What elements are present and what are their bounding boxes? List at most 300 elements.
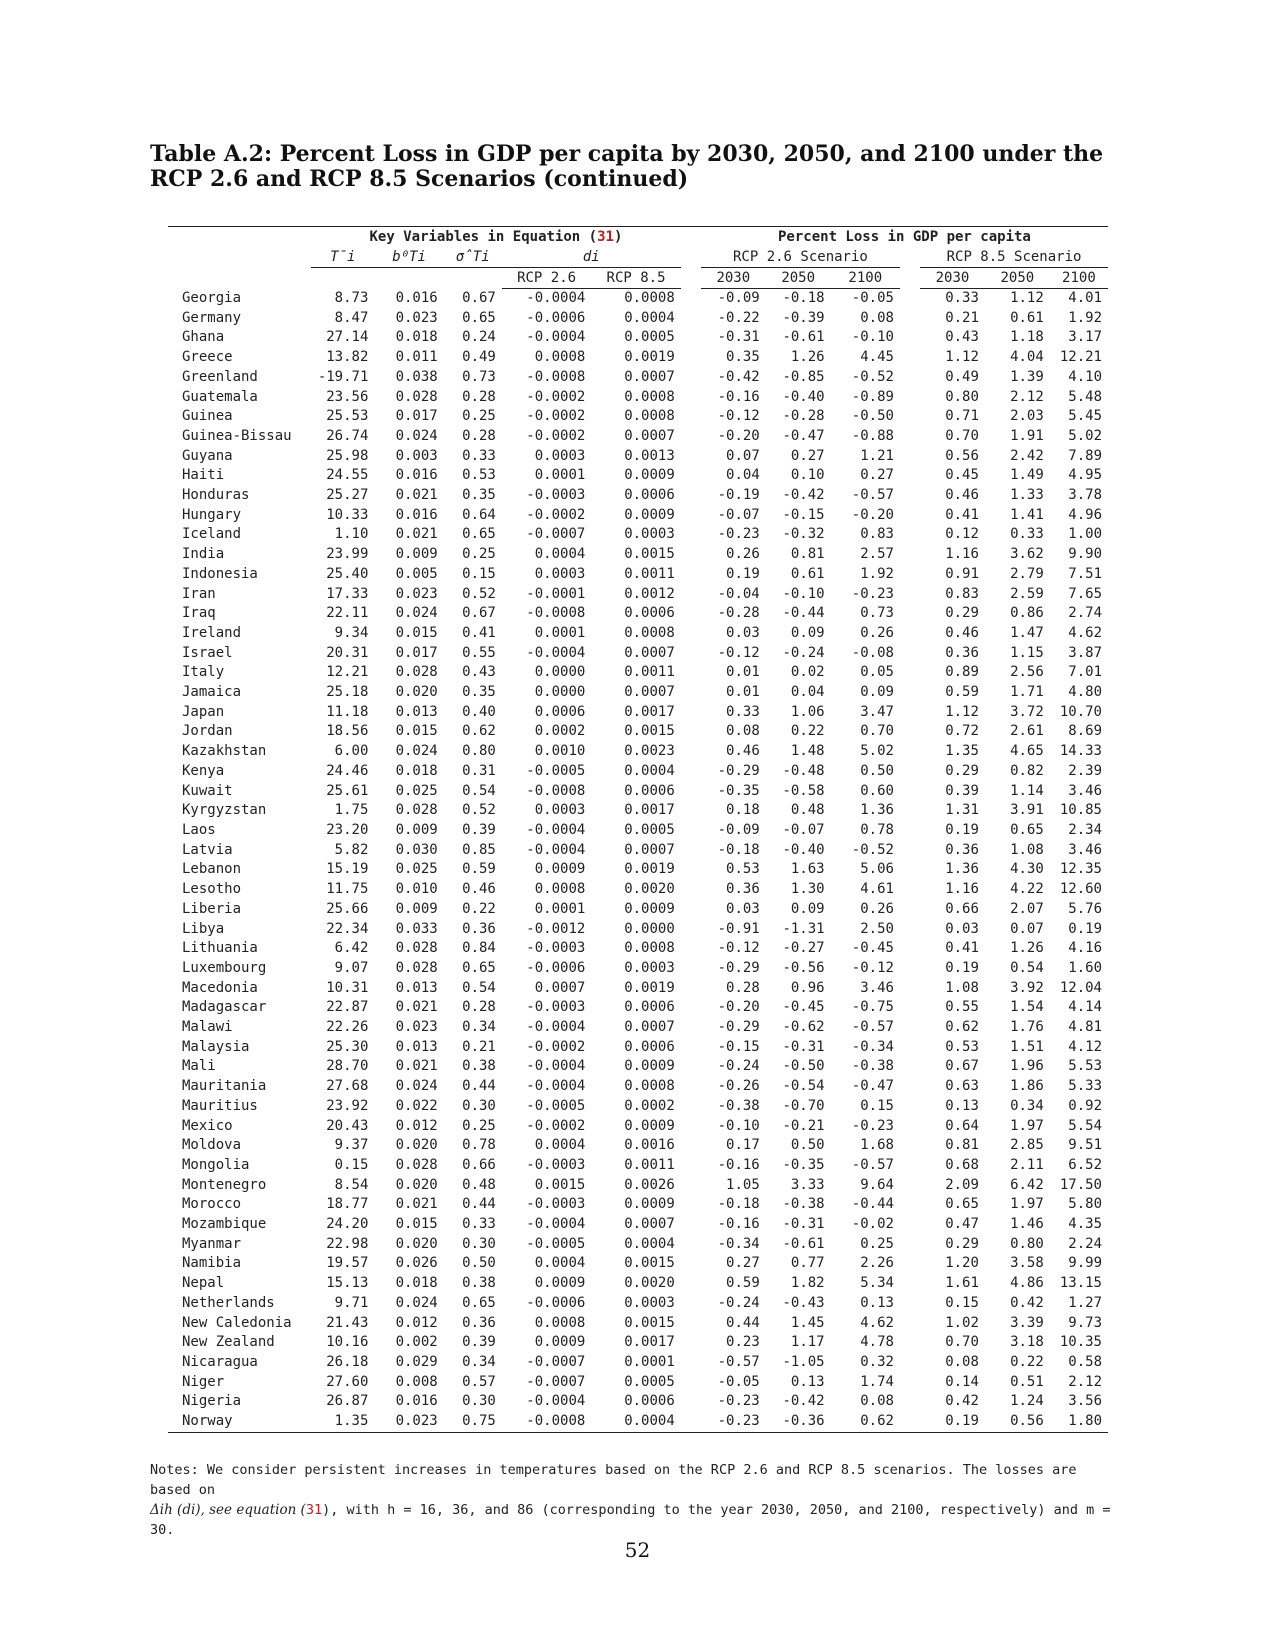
rcp26-2030-cell: 0.03 [726, 900, 760, 917]
b-cell: 0.023 [395, 585, 438, 602]
rcp26-2050-cell: 3.33 [790, 1176, 825, 1193]
d-rcp26-cell: 0.0000 [534, 684, 586, 701]
rcp26-2030-cell: -0.26 [717, 1078, 760, 1095]
t-cell: 23.92 [326, 1097, 369, 1114]
rcp85-2050-cell: 3.18 [1010, 1334, 1044, 1351]
rcp26-2050-cell: -0.35 [782, 1156, 825, 1173]
sigma-cell: 0.35 [462, 487, 496, 504]
sigma-cell: 0.54 [462, 782, 496, 799]
b-cell: 0.024 [395, 605, 438, 622]
d-rcp85-cell: 0.0023 [624, 743, 675, 760]
b-cell: 0.018 [395, 762, 438, 779]
rcp85-2030-cell: 0.72 [945, 723, 979, 740]
rcp26-2030-cell: -0.22 [717, 309, 760, 326]
rcp26-2100-cell: -0.50 [851, 408, 894, 425]
rcp26-2100-cell: 5.06 [860, 861, 894, 878]
table-row [168, 565, 1108, 585]
rcp85-2100-cell: 10.35 [1059, 1334, 1102, 1351]
sigma-cell: 0.15 [462, 565, 496, 582]
rcp85-2030-cell: 0.41 [945, 506, 979, 523]
sigma-cell: 0.31 [462, 762, 496, 779]
country-cell: Madagascar [182, 999, 267, 1016]
table-row [168, 959, 1108, 979]
t-cell: 24.20 [326, 1216, 369, 1233]
country-cell: Kazakhstan [182, 743, 267, 760]
b-cell: 0.008 [395, 1373, 438, 1390]
rcp85-2050-cell: 2.61 [1010, 723, 1044, 740]
table-row [168, 762, 1108, 782]
country-cell: Mongolia [182, 1156, 250, 1173]
rcp26-2100-cell: 0.60 [860, 782, 894, 799]
d-rcp85-cell: 0.0017 [624, 703, 675, 720]
rcp26-2100-cell: 0.73 [860, 605, 894, 622]
table-row [168, 644, 1108, 664]
rcp85-2100-cell: 10.85 [1059, 802, 1102, 819]
rcp85-2030-cell: 0.70 [945, 427, 979, 444]
b-cell: 0.023 [395, 309, 438, 326]
rcp85-2100-cell: 4.12 [1068, 1038, 1102, 1055]
d-rcp85-cell: 0.0003 [624, 526, 675, 543]
rcp26-2030-cell: -0.31 [717, 329, 760, 346]
rcp26-2050-cell: -0.54 [782, 1078, 825, 1095]
d-rcp85-cell: 0.0007 [624, 644, 675, 661]
sigma-cell: 0.28 [462, 427, 496, 444]
rcp85-2100-cell: 12.35 [1059, 861, 1102, 878]
d-rcp26-cell: 0.0003 [534, 565, 586, 582]
rcp85-2030-cell: 0.63 [945, 1078, 979, 1095]
table-row [168, 368, 1108, 388]
rcp26-2030-cell: 0.04 [726, 467, 760, 484]
country-cell: Honduras [182, 487, 250, 504]
d-rcp85-cell: 0.0004 [624, 762, 675, 779]
t-cell: 26.18 [326, 1353, 369, 1370]
rcp26-2050-cell: -0.28 [782, 408, 825, 425]
b-cell: 0.022 [395, 1097, 438, 1114]
rcp85-2030-cell: 0.80 [945, 388, 979, 405]
d-rcp26-cell: -0.0002 [526, 388, 586, 405]
b-cell: 0.012 [395, 1117, 438, 1134]
table-row [168, 860, 1108, 880]
rcp26-2100-cell: 0.78 [860, 821, 894, 838]
rcp85-2030-cell: 0.59 [945, 684, 979, 701]
table-row [168, 1156, 1108, 1176]
b-cell: 0.010 [395, 881, 438, 898]
table-row [168, 309, 1108, 329]
t-cell: 1.75 [334, 802, 369, 819]
d-rcp26-cell: 0.0015 [534, 1176, 586, 1193]
rcp26-2030-cell: -0.29 [717, 762, 760, 779]
rcp26-2100-cell: 4.61 [860, 881, 894, 898]
sigma-cell: 0.33 [462, 447, 496, 464]
rcp26-2030-cell: -0.15 [717, 1038, 760, 1055]
country-cell: Lesotho [182, 881, 242, 898]
sigma-cell: 0.48 [462, 1176, 496, 1193]
country-cell: Macedonia [182, 979, 258, 996]
rcp26-2100-cell: 1.74 [860, 1373, 894, 1390]
country-cell: Guinea-Bissau [182, 427, 292, 444]
d-rcp85-cell: 0.0006 [624, 782, 675, 799]
rcp85-2100-cell: 0.19 [1068, 920, 1102, 937]
rcp85-2100-cell: 9.99 [1068, 1255, 1102, 1272]
country-cell: Lebanon [182, 861, 242, 878]
d-rcp85-cell: 0.0017 [624, 802, 675, 819]
b-cell: 0.009 [395, 900, 438, 917]
rcp85-2050-cell: 3.92 [1010, 979, 1044, 996]
rcp26-2100-cell: 0.70 [860, 723, 894, 740]
rcp26-2030-cell: 0.27 [726, 1255, 760, 1272]
d-rcp26-cell: -0.0005 [526, 762, 586, 779]
rcp85-2100-cell: 2.24 [1068, 1235, 1102, 1252]
d-rcp26-cell: 0.0002 [534, 723, 586, 740]
rcp26-2030-cell: -0.16 [717, 1156, 760, 1173]
table-row [168, 1392, 1108, 1412]
country-cell: Mauritius [182, 1097, 258, 1114]
rcp26-2100-cell: 0.05 [860, 664, 894, 681]
rcp26-2050-cell: -0.47 [782, 427, 825, 444]
col-d: di [502, 247, 681, 268]
rcp85-2050-cell: 1.47 [1010, 624, 1044, 641]
rcp85-2030-cell: 0.19 [945, 821, 979, 838]
country-cell: Israel [182, 644, 233, 661]
rcp26-2030-cell: -0.24 [717, 1294, 760, 1311]
rcp26-2050-cell: -0.27 [782, 940, 825, 957]
d-rcp85-cell: 0.0004 [624, 1235, 675, 1252]
rcp85-2030-cell: 0.43 [945, 329, 979, 346]
d-rcp85-cell: 0.0008 [624, 940, 675, 957]
rcp85-2030-cell: 0.83 [945, 585, 979, 602]
b-cell: 0.013 [395, 979, 438, 996]
rcp85-2030-cell: 0.41 [945, 940, 979, 957]
rcp26-2030-cell: 0.33 [726, 703, 760, 720]
d-rcp85-cell: 0.0020 [624, 881, 675, 898]
d-rcp26-cell: -0.0004 [526, 1058, 586, 1075]
d-rcp85-cell: 0.0011 [624, 565, 675, 582]
rcp26-2030-cell: -0.34 [717, 1235, 760, 1252]
col-d-rcp26: RCP 2.6 [502, 268, 591, 289]
rcp26-2050-cell: 0.81 [790, 546, 825, 563]
rcp85-2050-cell: 1.51 [1010, 1038, 1044, 1055]
t-cell: 20.43 [326, 1117, 369, 1134]
sigma-cell: 0.30 [462, 1235, 496, 1252]
d-rcp26-cell: 0.0003 [534, 447, 586, 464]
sigma-cell: 0.25 [462, 408, 496, 425]
rcp26-2030-cell: 0.44 [726, 1314, 760, 1331]
rcp26-2050-cell: -0.18 [782, 290, 825, 306]
b-cell: 0.009 [395, 821, 438, 838]
d-rcp26-cell: -0.0006 [526, 309, 586, 326]
rcp85-2100-cell: 12.60 [1059, 881, 1102, 898]
rcp85-2100-cell: 9.90 [1068, 546, 1102, 563]
rcp85-2030-cell: 0.29 [945, 762, 979, 779]
sigma-cell: 0.34 [462, 1353, 496, 1370]
t-cell: 23.56 [326, 388, 369, 405]
rcp85-2050-cell: 1.39 [1010, 368, 1044, 385]
b-cell: 0.013 [395, 703, 438, 720]
rcp85-2030-cell: 0.56 [945, 447, 979, 464]
rcp26-2050-cell: -0.24 [782, 644, 825, 661]
b-cell: 0.020 [395, 1137, 438, 1154]
rcp26-2100-cell: 0.62 [860, 1413, 894, 1430]
sigma-cell: 0.75 [462, 1413, 496, 1430]
rcp26-2050-cell: -0.38 [782, 1196, 825, 1213]
table-row [168, 801, 1108, 821]
table-row [168, 1176, 1108, 1196]
rcp26-2050-cell: -0.36 [782, 1413, 825, 1430]
rcp85-2050-cell: 1.76 [1010, 1019, 1044, 1036]
b-cell: 0.016 [395, 289, 438, 306]
d-rcp85-cell: 0.0004 [624, 309, 675, 326]
d-rcp26-cell: 0.0004 [534, 546, 586, 563]
table-row [168, 427, 1108, 447]
t-cell: 11.18 [326, 703, 369, 720]
country-cell: Nicaragua [182, 1353, 258, 1370]
rcp26-2050-cell: -0.44 [782, 605, 825, 622]
rcp26-2100-cell: 1.36 [860, 802, 894, 819]
country-cell: Lithuania [182, 940, 258, 957]
d-rcp26-cell: -0.0003 [526, 487, 586, 504]
rcp26-2050-cell: -0.45 [782, 999, 825, 1016]
sigma-cell: 0.36 [462, 920, 496, 937]
rcp26-2050-cell: -0.42 [782, 487, 825, 504]
rcp85-2050-cell: 4.86 [1010, 1275, 1044, 1292]
rcp26-2100-cell: 0.26 [860, 624, 894, 641]
rcp85-2030-cell: 0.36 [945, 841, 979, 858]
d-rcp85-cell: 0.0011 [624, 664, 675, 681]
t-cell: 6.42 [334, 940, 369, 957]
sigma-cell: 0.28 [462, 388, 496, 405]
rcp85-2050-cell: 2.07 [1010, 900, 1044, 917]
sigma-cell: 0.67 [462, 605, 496, 622]
rcp85-2030-cell: 0.45 [945, 467, 979, 484]
sigma-cell: 0.73 [462, 368, 496, 385]
rcp85-2100-cell: 17.50 [1059, 1176, 1102, 1193]
country-cell: India [182, 546, 225, 563]
sigma-cell: 0.39 [462, 821, 496, 838]
rcp26-2030-cell: -0.09 [717, 821, 760, 838]
sigma-cell: 0.33 [462, 1216, 496, 1233]
rcp26-2050-cell: 1.30 [790, 881, 825, 898]
table-row [168, 466, 1108, 486]
rcp85-2050-cell: 2.11 [1010, 1156, 1044, 1173]
rcp85-2100-cell: 5.80 [1068, 1196, 1102, 1213]
rcp26-2100-cell: -0.45 [851, 940, 894, 957]
table-row [168, 1097, 1108, 1117]
rcp85-2030-cell: 0.91 [945, 565, 979, 582]
rcp26-2100-cell: 0.25 [860, 1235, 894, 1252]
d-rcp85-cell: 0.0003 [624, 959, 675, 976]
rcp26-2050-cell: -0.40 [782, 841, 825, 858]
t-cell: 9.07 [334, 959, 369, 976]
d-rcp26-cell: 0.0008 [534, 1314, 586, 1331]
col-rcp26-2030: 2030 [701, 268, 766, 289]
rcp85-2050-cell: 2.42 [1010, 447, 1044, 464]
rcp26-2100-cell: -0.52 [851, 841, 894, 858]
rcp26-2030-cell: 0.28 [726, 979, 760, 996]
d-rcp85-cell: 0.0009 [624, 467, 675, 484]
table-row [168, 604, 1108, 624]
rcp85-2100-cell: 14.33 [1059, 743, 1102, 760]
equation-ref-link[interactable]: 31 [597, 229, 614, 245]
b-cell: 0.029 [395, 1353, 438, 1370]
rcp85-2100-cell: 5.76 [1068, 900, 1102, 917]
b-cell: 0.009 [395, 546, 438, 563]
rcp85-2030-cell: 0.53 [945, 1038, 979, 1055]
sigma-cell: 0.65 [462, 526, 496, 543]
table-header [168, 227, 1108, 289]
sigma-cell: 0.43 [462, 664, 496, 681]
rcp26-2050-cell: 0.02 [790, 664, 825, 681]
country-cell: Mexico [182, 1117, 233, 1134]
rcp26-2100-cell: 0.27 [860, 467, 894, 484]
t-cell: 9.71 [334, 1294, 369, 1311]
rcp85-2100-cell: 3.56 [1068, 1393, 1102, 1410]
rcp26-2050-cell: 0.61 [790, 565, 825, 582]
rcp85-2050-cell: 1.14 [1010, 782, 1044, 799]
country-cell: Liberia [182, 900, 242, 917]
rcp85-2100-cell: 5.48 [1068, 388, 1102, 405]
col-d-rcp85: RCP 8.5 [591, 268, 680, 289]
rcp26-2030-cell: -0.18 [717, 841, 760, 858]
rcp26-2100-cell: -0.02 [851, 1216, 894, 1233]
d-rcp26-cell: -0.0008 [526, 1413, 586, 1430]
d-rcp85-cell: 0.0008 [624, 624, 675, 641]
rcp26-2050-cell: 0.50 [790, 1137, 825, 1154]
t-cell: 26.87 [326, 1393, 369, 1410]
t-cell: 25.27 [326, 487, 369, 504]
country-cell: Ghana [182, 329, 225, 346]
sigma-cell: 0.55 [462, 644, 496, 661]
t-cell: 27.60 [326, 1373, 369, 1390]
d-rcp26-cell: -0.0004 [526, 841, 586, 858]
d-rcp26-cell: -0.0005 [526, 1097, 586, 1114]
b-cell: 0.016 [395, 1393, 438, 1410]
rcp26-2030-cell: -0.57 [717, 1353, 760, 1370]
rcp26-2100-cell: 0.50 [860, 762, 894, 779]
rcp85-2030-cell: 0.33 [945, 290, 979, 306]
country-cell: Hungary [182, 506, 242, 523]
rcp85-2050-cell: 4.22 [1010, 881, 1044, 898]
rcp26-2030-cell: -0.20 [717, 999, 760, 1016]
rcp85-2100-cell: 7.65 [1068, 585, 1102, 602]
rcp85-2050-cell: 1.54 [1010, 999, 1044, 1016]
country-cell: Mali [182, 1058, 216, 1075]
country-cell: Mauritania [182, 1078, 267, 1095]
rcp85-2030-cell: 0.14 [945, 1373, 979, 1390]
d-rcp85-cell: 0.0009 [624, 1117, 675, 1134]
t-cell: 25.98 [326, 447, 369, 464]
country-cell: Greenland [182, 368, 258, 385]
rcp85-2050-cell: 0.80 [1010, 1235, 1044, 1252]
rcp26-2030-cell: -0.12 [717, 940, 760, 957]
d-rcp26-cell: 0.0004 [534, 1255, 586, 1272]
rcp26-2030-cell: -0.18 [717, 1196, 760, 1213]
key-variables-header: Key Variables in Equation (31) [369, 229, 623, 245]
rcp85-2050-cell: 1.86 [1010, 1078, 1044, 1095]
rcp26-2050-cell: 0.22 [790, 723, 825, 740]
country-cell: Morocco [182, 1196, 242, 1213]
rcp85-2050-cell: 1.26 [1010, 940, 1044, 957]
country-cell: Guatemala [182, 388, 258, 405]
country-cell: Laos [182, 821, 216, 838]
rcp26-2030-cell: -0.42 [717, 368, 760, 385]
rcp85-2100-cell: 3.46 [1068, 782, 1102, 799]
table-row [168, 1195, 1108, 1215]
t-cell: 21.43 [326, 1314, 369, 1331]
table-row [168, 742, 1108, 762]
table-row [168, 388, 1108, 408]
sigma-cell: 0.80 [462, 743, 496, 760]
rcp26-2050-cell: -0.31 [782, 1216, 825, 1233]
rcp26-2050-cell: 0.27 [790, 447, 825, 464]
sigma-cell: 0.38 [462, 1058, 496, 1075]
d-rcp26-cell: -0.0008 [526, 782, 586, 799]
rcp85-2100-cell: 9.73 [1068, 1314, 1102, 1331]
d-rcp26-cell: 0.0001 [534, 467, 586, 484]
rcp26-2050-cell: -0.07 [782, 821, 825, 838]
t-cell: 22.34 [326, 920, 369, 937]
b-cell: 0.021 [395, 487, 438, 504]
rcp26-2050-cell: -0.62 [782, 1019, 825, 1036]
rcp26-2030-cell: 0.01 [726, 684, 760, 701]
table-row [168, 289, 1108, 309]
percent-loss-header: Percent Loss in GDP per capita [778, 229, 1031, 245]
d-rcp85-cell: 0.0017 [624, 1334, 675, 1351]
t-cell: 10.31 [326, 979, 369, 996]
rcp26-2030-cell: 0.08 [726, 723, 760, 740]
t-cell: 22.26 [326, 1019, 369, 1036]
notes-line-2: Δih (di), see equation (31), with h = 16, 36, and 86 (corresponding to the year 2030, 2050, and 2100, respectively) and m = 30. [150, 1502, 1111, 1538]
b-cell: 0.028 [395, 1156, 438, 1173]
rcp85-2100-cell: 2.12 [1068, 1373, 1102, 1390]
equation-ref-link-notes[interactable]: 31 [305, 1502, 323, 1518]
rcp26-2050-cell: -0.10 [782, 585, 825, 602]
rcp85-2050-cell: 2.56 [1010, 664, 1044, 681]
rcp85-2050-cell: 1.46 [1010, 1216, 1044, 1233]
d-rcp26-cell: 0.0008 [534, 349, 586, 366]
table-caption: Table A.2: Percent Loss in GDP per capita by 2030, 2050, and 2100 under the RCP 2.6 and RCP 8.5 Scenarios (continued) [150, 141, 1104, 192]
rcp26-2050-cell: -0.50 [782, 1058, 825, 1075]
d-rcp26-cell: -0.0004 [526, 1393, 586, 1410]
col-sigma: σ̂Ti [444, 247, 502, 268]
table-row [168, 782, 1108, 802]
rcp85-2050-cell: 1.91 [1010, 427, 1044, 444]
rcp85-2100-cell: 4.01 [1068, 290, 1102, 306]
b-cell: 0.015 [395, 1216, 438, 1233]
rcp26-2100-cell: -0.12 [851, 959, 894, 976]
rcp26-2100-cell: 5.34 [860, 1275, 894, 1292]
col-rcp85-2030: 2030 [920, 268, 985, 289]
rcp85-2100-cell: 10.70 [1059, 703, 1102, 720]
rcp85-2050-cell: 1.97 [1010, 1196, 1044, 1213]
sigma-cell: 0.57 [462, 1373, 496, 1390]
b-cell: 0.020 [395, 1235, 438, 1252]
rcp26-2100-cell: -0.57 [851, 1019, 894, 1036]
country-cell: Iran [182, 585, 216, 602]
d-rcp85-cell: 0.0006 [624, 605, 675, 622]
rcp85-2100-cell: 4.10 [1068, 368, 1102, 385]
col-b0: b⁰Ti [374, 247, 443, 268]
rcp85-2050-cell: 4.65 [1010, 743, 1044, 760]
rcp85-2050-cell: 1.15 [1010, 644, 1044, 661]
rcp26-2100-cell: 0.08 [860, 309, 894, 326]
rcp85-2100-cell: 3.46 [1068, 841, 1102, 858]
sigma-cell: 0.53 [462, 467, 496, 484]
col-tbar: T̄i [311, 247, 374, 268]
d-rcp85-cell: 0.0007 [624, 1019, 675, 1036]
d-rcp85-cell: 0.0008 [624, 290, 675, 306]
rcp26-2030-cell: 0.26 [726, 546, 760, 563]
d-rcp85-cell: 0.0009 [624, 506, 675, 523]
